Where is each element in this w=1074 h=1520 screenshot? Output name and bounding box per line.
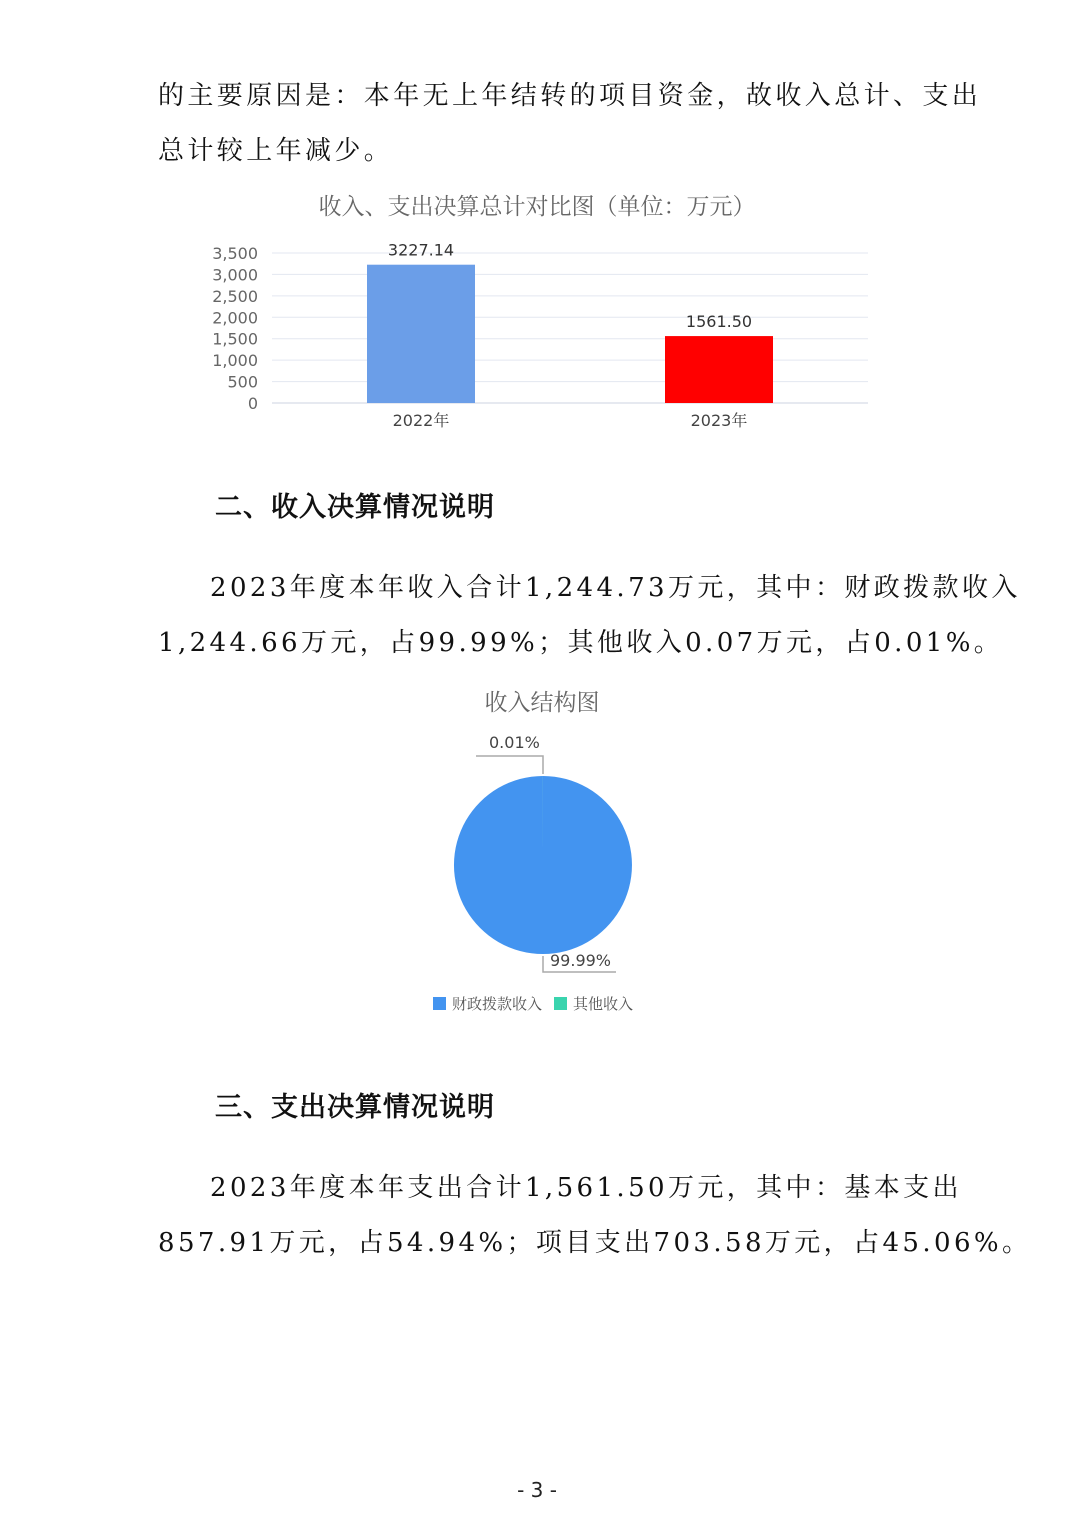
y-tick-label: 500	[227, 372, 258, 392]
y-tick-label: 0	[247, 394, 258, 413]
intro-line-2: 总计较上年减少。	[158, 136, 394, 166]
pie-value-label: 99.99%	[550, 951, 612, 970]
bar	[367, 265, 475, 403]
page-number: - 3 -	[517, 1478, 557, 1502]
section-2-heading: 二、收入决算情况说明	[215, 492, 495, 523]
pie-chart	[0, 730, 1074, 980]
bar-value-label: 1561.50	[685, 312, 753, 332]
pie-chart-title: 收入结构图	[484, 690, 600, 716]
pie-legend	[433, 993, 633, 1014]
bar-chart-title: 收入、支出决算总计对比图（单位：万元）	[318, 194, 756, 220]
y-tick-label: 3,000	[212, 265, 258, 285]
legend-label-fiscal: 财政拨款收入	[452, 995, 543, 1013]
y-tick-label: 1,000	[212, 351, 258, 371]
y-tick-label: 3,500	[212, 244, 258, 263]
section-2-line-1: 2023年度本年收入合计1,244.73万元，其中：财政拨款收入	[210, 573, 1021, 603]
bar	[665, 336, 773, 403]
y-tick-label: 1,500	[212, 329, 258, 349]
y-tick-label: 2,500	[212, 286, 258, 306]
bar-chart	[0, 240, 1074, 440]
bar-value-label: 3227.14	[387, 240, 455, 260]
x-tick-label: 2022年	[392, 411, 450, 430]
intro-line-1: 的主要原因是：本年无上年结转的项目资金，故收入总计、支出	[158, 81, 982, 111]
section-3-line-2: 857.91万元，占54.94%；项目支出703.58万元，占45.06%。	[158, 1228, 1032, 1258]
legend-label-other: 其他收入	[573, 995, 634, 1013]
y-tick-label: 2,000	[212, 308, 258, 328]
pie-leader-line	[476, 756, 543, 774]
section-3-line-1: 2023年度本年支出合计1,561.50万元，其中：基本支出	[210, 1173, 962, 1203]
section-3-heading: 三、支出决算情况说明	[215, 1092, 495, 1123]
x-tick-label: 2023年	[690, 411, 748, 430]
legend-swatch-fiscal	[433, 997, 446, 1010]
legend-swatch-other	[554, 997, 567, 1010]
section-2-line-2: 1,244.66万元，占99.99%；其他收入0.07万元，占0.01%。	[158, 628, 1004, 658]
pie-value-label: 0.01%	[489, 733, 540, 752]
